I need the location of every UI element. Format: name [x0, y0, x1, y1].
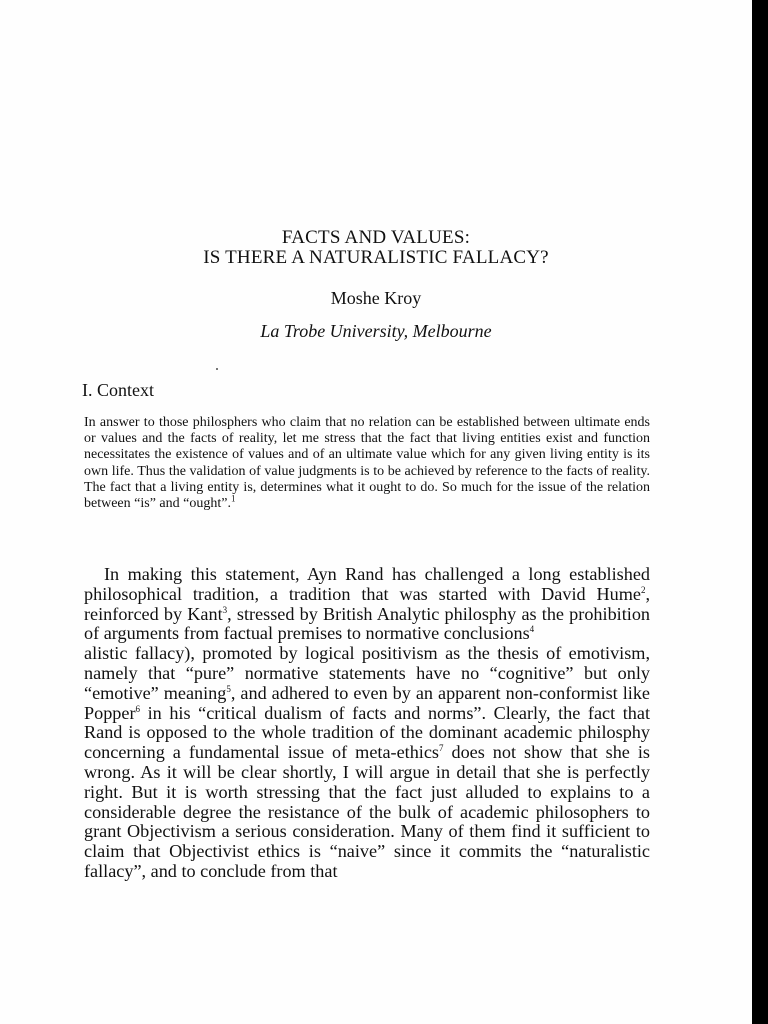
- text-run: In making this statement, Ayn Rand has challenged a long established philosophical tradition, a tradition that was started with David Hume: [84, 564, 650, 604]
- epigraph-quote: [84, 415, 650, 512]
- text-run: alistic fallacy), promoted by logical positivism as the thesis of emotivism, namely that “pure” normative statements have no “cognitive” but only “emotive” meaning: [84, 643, 650, 703]
- quote-text: In answer to those philosphers who claim that no relation can be established between ultimate ends or values and the facts of reality, let me stress that the fact that living entities exist and function necessitates the existence of values and of an ultimate value which for any given living entity is its own life. Thus the validation of value judgments is to be achieved by reference to the facts of reality. The fact that a living entity is, determines what it ought to do. So much for the issue of the relation between “is” and “ought”.: [84, 415, 650, 512]
- paragraph: [84, 565, 650, 644]
- text-run: , stressed by British Analytic philosphy as the prohibition of arguments from factual premises to normative conclusions: [84, 603, 651, 644]
- text-run: does not show that she is wrong. As it will be clear shortly, I will argue in detail that she is perfectly right. But it is worth stressing that the fact just alluded to explains to a considerable degree the resistance of the bulk of academic philosophers to grant Objectivism a serious consideration. Many of them find it sufficient to claim that Objectivist ethics is “naive” since it commits the “naturalistic fallacy”, and to conclude from that: [84, 742, 650, 881]
- title-line-1: FACTS AND VALUES:: [281, 227, 471, 248]
- paragraph: [84, 644, 650, 882]
- scan-speck: [216, 368, 218, 370]
- text-run: , reinforced by Kant: [84, 583, 650, 624]
- text-run: in his “critical dualism of facts and norms”. Clearly, the fact that Rand is opposed to the whole tradition of the dominant academic philosphy concerning a fundamental issue of meta-ethics: [84, 702, 650, 763]
- footnote-marker: 5: [226, 683, 231, 694]
- author-name: Moshe Kroy: [330, 288, 422, 308]
- text-run: , and adhered to even by an apparent non-conformist like Popper: [84, 682, 651, 723]
- footnote-marker: 2: [640, 584, 646, 595]
- footnote-marker: 7: [439, 743, 444, 754]
- article-title: [0, 228, 752, 268]
- footnote-marker: 4: [529, 624, 535, 635]
- footnote-marker: 3: [222, 604, 228, 615]
- author-affiliation: La Trobe University, Melbourne: [260, 321, 492, 341]
- footnote-marker: 6: [135, 703, 141, 714]
- title-line-2: IS THERE A NATURALISTIC FALLACY?: [203, 247, 549, 268]
- section-heading: I. Context: [82, 380, 154, 400]
- footnote-marker: 1: [230, 493, 236, 504]
- body-text: [84, 565, 650, 882]
